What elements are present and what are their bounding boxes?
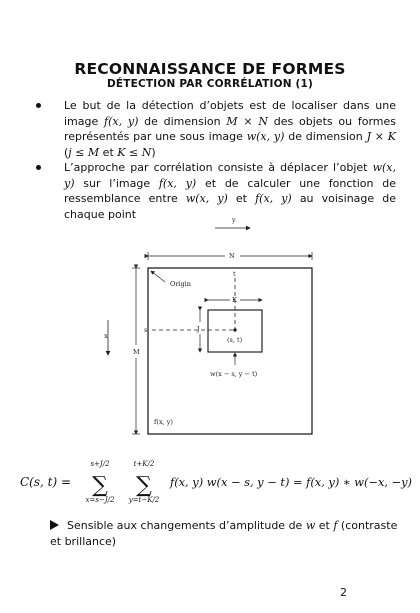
page-number: 2 xyxy=(340,586,347,599)
slide-subtitle: DÉTECTION PAR CORRÉLATION (1) xyxy=(106,78,314,90)
k-dim-label: K xyxy=(232,296,237,304)
sum1-sigma: ∑ xyxy=(92,473,108,498)
formula-lhs: C(s, t) = xyxy=(20,475,72,489)
y-axis-label: y xyxy=(232,216,236,224)
bullet-text-2: L’approche par corrélation consiste à déplacer l’objet w(x, y) sur l’image f(x, y) et de calculer une fonction de ressemblance entre w(x, y) et f(x, y) au voisinage de chaque point xyxy=(64,161,396,221)
correlation-formula xyxy=(0,456,420,504)
formula-rhs: f(x, y) w(x − s, y − t) = f(x, y) ∗ w(−x, −y) xyxy=(169,475,412,489)
sum2-sigma: ∑ xyxy=(136,473,152,498)
n-dim-label: N xyxy=(229,252,235,260)
t-label: t xyxy=(233,270,236,278)
slide-title: RECONNAISSANCE DE FORMES xyxy=(74,60,346,78)
m-dim-label: M xyxy=(133,348,140,356)
s-label: s xyxy=(144,326,148,334)
j-dim-label: J xyxy=(197,325,200,333)
point-label: (s, t) xyxy=(227,336,243,344)
origin-label: Origin xyxy=(170,280,191,288)
bullet-dot-icon xyxy=(36,165,41,170)
sum1-top: s+J/2 xyxy=(90,460,110,468)
triangle-bullet-icon xyxy=(50,520,59,530)
bullet-text-1: Le but de la détection d’objets est de localiser dans une image f(x, y) de dimension M × N des objets ou formes représentés par une sous image w(x, y) de dimension J × K (j ≤ M et K ≤ N) xyxy=(64,99,396,159)
sum2-top: t+K/2 xyxy=(133,460,155,468)
x-axis-label: x xyxy=(104,332,108,340)
correlation-diagram xyxy=(90,210,350,450)
image-frame xyxy=(148,268,312,434)
note-text: Sensible aux changements d’amplitude de w et f (contraste et brillance) xyxy=(50,519,398,548)
bullet-dot-icon xyxy=(36,103,41,108)
bullet-item-1 xyxy=(40,98,396,160)
image-label: f(x, y) xyxy=(154,418,173,426)
note-item xyxy=(50,518,400,549)
window-label: w(x − s, y − t) xyxy=(210,370,258,378)
sum2-bottom: y=t−K/2 xyxy=(128,496,160,504)
sum1-bottom: x=s−J/2 xyxy=(85,496,115,504)
